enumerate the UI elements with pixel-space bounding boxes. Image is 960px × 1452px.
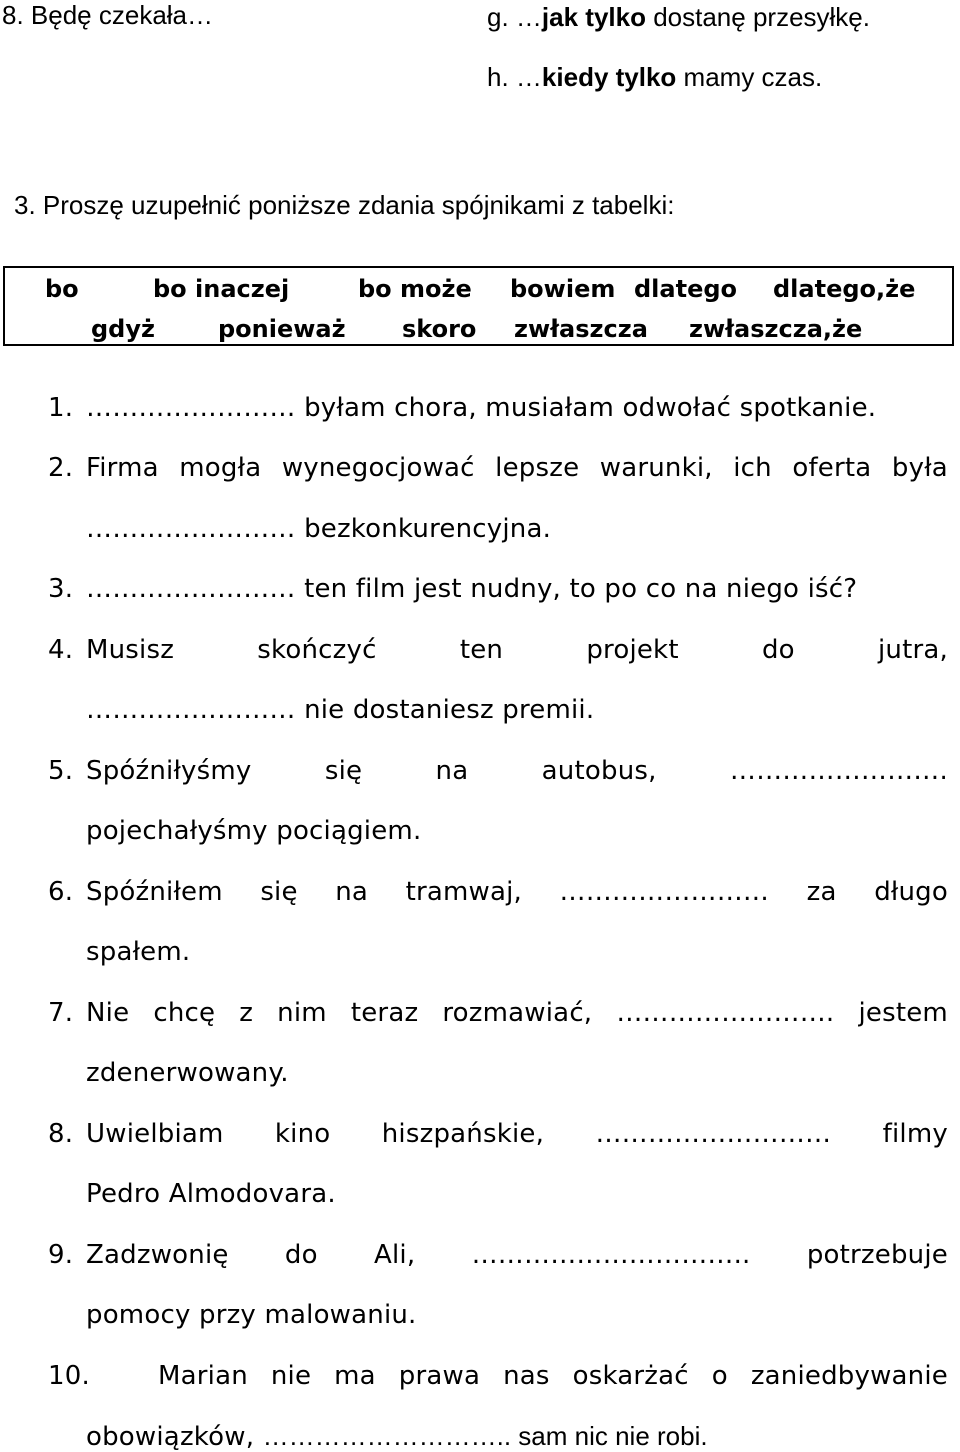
sentence-8-line — [86, 1119, 948, 1149]
sentence-number: 1. — [48, 393, 74, 423]
word: …………………… — [559, 877, 770, 907]
word: Nie — [86, 998, 130, 1028]
word: do — [284, 1240, 318, 1270]
sentence-4-continuation: …………………… nie dostaniesz premii. — [86, 695, 595, 725]
sentence-number: 3. — [48, 574, 74, 604]
continuation-start: obowiązków, — [86, 1422, 263, 1452]
sentence-3 — [48, 574, 857, 604]
word: lepsze — [495, 453, 580, 483]
option-g-conjunction: jak tylko — [541, 2, 646, 32]
word: skończyć — [257, 635, 377, 665]
word: ten — [459, 635, 504, 665]
sentence-5-number: 5. — [48, 756, 74, 786]
sentence-8-continuation: Pedro Almodovara. — [86, 1179, 336, 1209]
word: zaniedbywanie — [750, 1361, 948, 1391]
sentence-7-line — [86, 998, 948, 1028]
table-cell: bo może — [358, 275, 472, 303]
word: na — [435, 756, 469, 786]
word: chcę — [153, 998, 216, 1028]
word: Zadzwonię — [86, 1240, 229, 1270]
word: rozmawiać, — [442, 998, 593, 1028]
sentence-text: …………………… ten film jest nudny, to po co na niego iść? — [86, 574, 858, 604]
word: hiszpańskie, — [381, 1119, 545, 1149]
exercise-3-title: 3. Proszę uzupełnić poniższe zdania spójnikami z tabelki: — [14, 190, 675, 220]
table-cell: zwłaszcza — [514, 315, 648, 343]
table-cell: ponieważ — [218, 315, 346, 343]
conjunction-table — [3, 266, 954, 346]
table-cell: zwłaszcza,że — [689, 315, 863, 343]
option-h-conjunction: kiedy tylko — [541, 62, 677, 92]
option-h-rest: mamy czas. — [676, 62, 823, 92]
word: o — [711, 1361, 728, 1391]
word: za — [806, 877, 837, 907]
option-h-prefix: h. … — [487, 62, 542, 92]
word: oskarżać — [572, 1361, 689, 1391]
sentence-2-number: 2. — [48, 453, 74, 483]
word: warunki, — [599, 453, 713, 483]
word: do — [761, 635, 795, 665]
word: na — [335, 877, 369, 907]
option-g-prefix: g. … — [487, 2, 542, 32]
word: nie — [270, 1361, 312, 1391]
word: potrzebuje — [806, 1240, 948, 1270]
sentence-8-number: 8. — [48, 1119, 74, 1149]
option-g-rest: dostanę przesyłkę. — [645, 2, 870, 32]
word: ……………………… — [595, 1119, 832, 1149]
word: nas — [503, 1361, 550, 1391]
sentence-10-continuation — [86, 1421, 708, 1452]
sentence-7-continuation: zdenerwowany. — [86, 1058, 289, 1088]
sentence-2-continuation: …………………… bezkonkurencyjna. — [86, 514, 552, 544]
word: jutra, — [877, 635, 948, 665]
sentence-6-line — [86, 877, 948, 907]
sentence-4-number: 4. — [48, 635, 74, 665]
table-cell: dlatego,że — [773, 275, 916, 303]
word: ……………………. — [616, 998, 835, 1028]
sentence-5-line — [86, 756, 948, 786]
table-cell: gdyż — [91, 315, 155, 343]
sentence-7-number: 7. — [48, 998, 74, 1028]
word: Marian — [158, 1361, 248, 1391]
sentence-10-number: 10. — [48, 1361, 90, 1391]
sentence-6-continuation: spałem. — [86, 937, 191, 967]
word: jestem — [858, 998, 948, 1028]
word: Ali, — [373, 1240, 416, 1270]
word: Uwielbiam — [86, 1119, 224, 1149]
word: projekt — [586, 635, 679, 665]
matching-item-8: 8. Będę czekała… — [2, 0, 214, 30]
table-cell: dlatego — [634, 275, 738, 303]
table-cell: bowiem — [510, 275, 616, 303]
word: była — [891, 453, 948, 483]
word: ………………………….. — [471, 1240, 751, 1270]
word: wynegocjować — [281, 453, 475, 483]
word: z — [239, 998, 254, 1028]
sentence-4-line — [86, 635, 948, 665]
word: teraz — [350, 998, 419, 1028]
sentence-9-line — [86, 1240, 948, 1270]
word: Musisz — [86, 635, 175, 665]
sentence-text: …………………… byłam chora, musiałam odwołać spotkanie. — [86, 393, 877, 423]
matching-option-h — [487, 62, 822, 93]
word: nim — [277, 998, 327, 1028]
sentence-10-line — [158, 1361, 948, 1391]
table-cell: skoro — [402, 315, 477, 343]
word: ich — [733, 453, 772, 483]
word: się — [324, 756, 363, 786]
sentence-6-number: 6. — [48, 877, 74, 907]
table-cell: bo inaczej — [153, 275, 290, 303]
sentence-2-line — [86, 453, 948, 483]
sentence-9-number: 9. — [48, 1240, 74, 1270]
word: się — [260, 877, 298, 907]
word: Spóźniłyśmy — [86, 756, 252, 786]
word: długo — [874, 877, 948, 907]
word: Spóźniłem — [86, 877, 223, 907]
table-cell: bo — [45, 275, 79, 303]
sentence-9-continuation: pomocy przy malowaniu. — [86, 1300, 417, 1330]
continuation-end: ……………………….. sam nic nie robi. — [262, 1421, 708, 1451]
matching-option-g — [487, 2, 870, 33]
word: oferta — [792, 453, 872, 483]
word: prawa — [398, 1361, 481, 1391]
word: ma — [334, 1361, 376, 1391]
word: mogła — [179, 453, 262, 483]
word: tramwaj, — [405, 877, 522, 907]
word: kino — [274, 1119, 331, 1149]
word: filmy — [882, 1119, 948, 1149]
word: autobus, — [541, 756, 657, 786]
word: Firma — [86, 453, 159, 483]
sentence-1 — [48, 393, 876, 423]
sentence-5-continuation: pojechałyśmy pociągiem. — [86, 816, 422, 846]
word: ……………………. — [729, 756, 948, 786]
